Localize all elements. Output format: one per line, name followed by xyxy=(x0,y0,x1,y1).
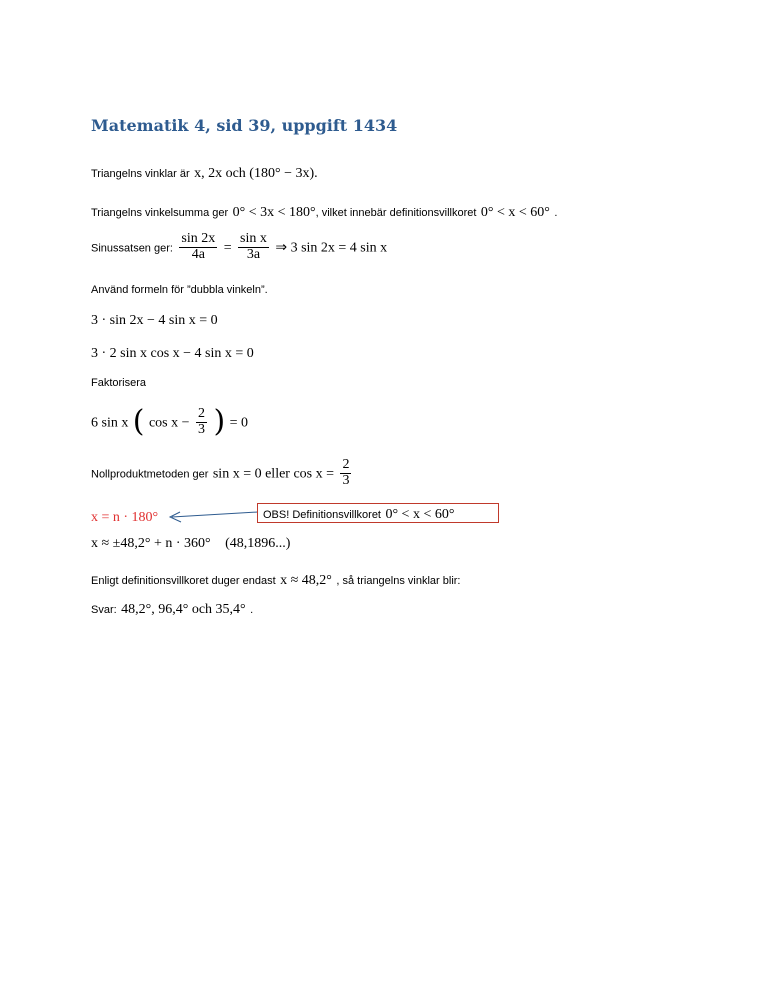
right-paren: ) xyxy=(213,404,226,440)
math-solution-decimal: (48,1896...) xyxy=(225,536,291,551)
text-double-angle: Använd formeln för ”dubbla vinkeln”. xyxy=(91,284,268,296)
left-paren: ( xyxy=(132,404,145,440)
line-sine-law xyxy=(91,232,387,262)
math-angles: x, 2x och (180° − 3x). xyxy=(194,166,318,181)
math-conclusion: x ≈ 48,2° xyxy=(280,573,332,588)
line-angles xyxy=(91,164,318,182)
math-sine-result: ⇒ 3 sin 2x = 4 sin x xyxy=(275,240,388,256)
line-zero-product xyxy=(91,458,353,488)
math-zero-product: sin x = 0 eller cos x = xyxy=(212,466,335,482)
equation-factored xyxy=(91,404,249,440)
text-conclusion-b: , så triangelns vinklar blir: xyxy=(336,575,461,587)
answer-label: Svar: xyxy=(91,604,117,616)
fraction-denominator: 3 xyxy=(197,421,205,437)
fraction-numerator: 2 xyxy=(342,457,350,472)
equals-sign: = xyxy=(223,240,232,256)
text-period: . xyxy=(554,207,558,219)
fraction-numerator: sin 2x xyxy=(181,231,216,246)
text-conclusion-a: Enligt definitionsvillkoret duger endast xyxy=(91,575,276,587)
line-angle-sum xyxy=(91,203,557,221)
fraction-numerator: sin x xyxy=(240,231,267,246)
text-angle-sum: Triangelns vinkelsumma ger xyxy=(91,207,229,219)
text-factorize: Faktorisera xyxy=(91,377,147,389)
solution-rejected: x = n · 180° xyxy=(91,510,159,525)
math-angle-sum: 0° < 3x < 180° xyxy=(232,205,316,220)
fraction-denominator: 4a xyxy=(191,246,205,262)
equation-2: 3 · 2 sin x cos x − 4 sin x = 0 xyxy=(91,346,254,361)
text-zero-product: Nollproduktmetoden ger xyxy=(91,468,209,481)
math-solution: x ≈ ±48,2° + n · 360° xyxy=(91,536,211,551)
math-inner: cos x − xyxy=(148,415,190,431)
page-title: Matematik 4, sid 39, uppgift 1434 xyxy=(91,116,398,135)
fraction-numerator: 2 xyxy=(197,406,205,421)
note-text: OBS! Definitionsvillkoret xyxy=(263,509,381,521)
solution-accepted xyxy=(91,534,290,552)
line-conclusion xyxy=(91,571,460,589)
answer-line xyxy=(91,600,253,618)
math-factor: 6 sin x xyxy=(91,415,129,431)
definition-note xyxy=(263,505,454,523)
text-angles: Triangelns vinklar är xyxy=(91,168,190,180)
arrow-icon xyxy=(160,504,260,524)
fraction-denominator: 3a xyxy=(246,246,261,262)
text-sine-law: Sinussatsen ger: xyxy=(91,242,173,255)
answer-end: . xyxy=(250,604,254,616)
fraction-denominator: 3 xyxy=(342,472,350,488)
math-definition: 0° < x < 60° xyxy=(480,205,550,220)
fraction-sinx xyxy=(238,232,269,262)
answer-math: 48,2°, 96,4° och 35,4° xyxy=(121,602,246,617)
math-equals-zero: = 0 xyxy=(229,415,249,431)
equation-1: 3 · sin 2x − 4 sin x = 0 xyxy=(91,313,218,328)
text-definition: , vilket innebär definitionsvillkoret xyxy=(315,207,477,219)
fraction-two-thirds-2 xyxy=(340,458,351,488)
fraction-sin2x xyxy=(179,232,217,262)
note-math: 0° < x < 60° xyxy=(385,507,455,522)
fraction-two-thirds xyxy=(196,407,207,437)
